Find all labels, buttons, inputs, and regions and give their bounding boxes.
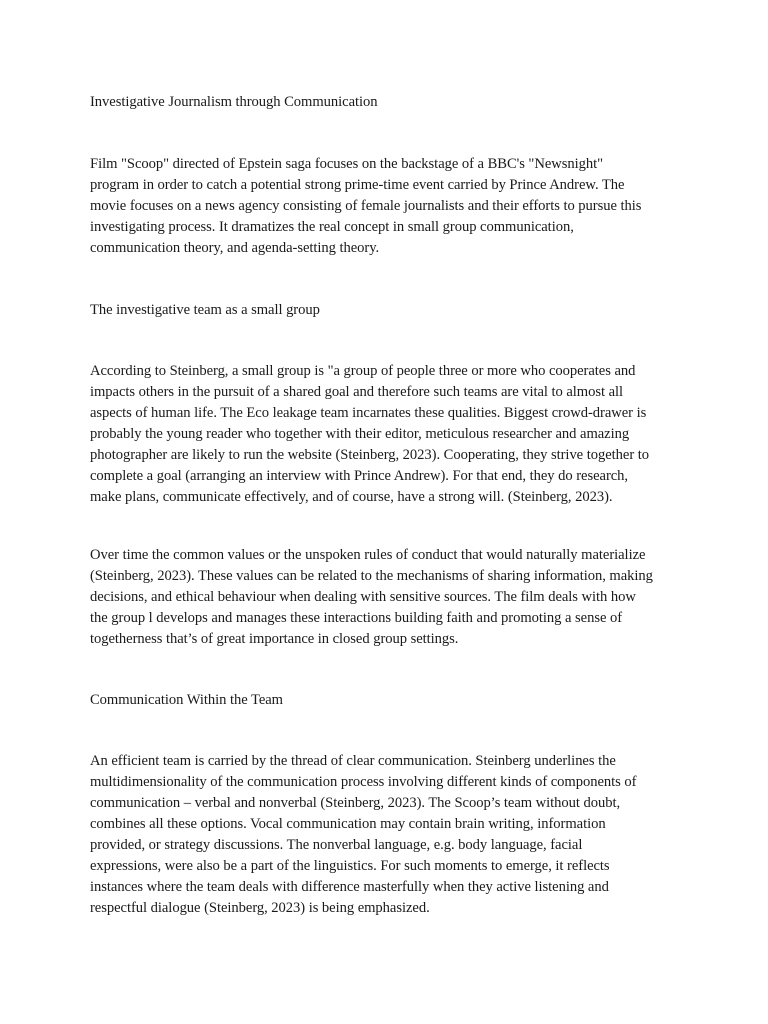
- section-heading-communication: Communication Within the Team: [90, 692, 283, 708]
- paragraph-line: make plans, communicate effectively, and of course, have a strong will. (Steinberg, 2023).: [90, 489, 613, 505]
- section-heading-small-group: The investigative team as a small group: [90, 302, 320, 318]
- paragraph-line: instances where the team deals with difference masterfully when they active listening and: [90, 879, 609, 895]
- paragraph-line: complete a goal (arranging an interview with Prince Andrew). For that end, they do research,: [90, 468, 629, 484]
- paragraph-line: (Steinberg, 2023). These values can be related to the mechanisms of sharing information, making: [90, 568, 653, 584]
- paragraph-line: Over time the common values or the unspoken rules of conduct that would naturally materialize: [90, 547, 646, 563]
- paragraph-line: expressions, were also be a part of the linguistics. For such moments to emerge, it reflects: [90, 858, 610, 874]
- paragraph-line: program in order to catch a potential strong prime-time event carried by Prince Andrew. The: [90, 177, 625, 193]
- paragraph-line: provided, or strategy discussions. The nonverbal language, e.g. body language, facial: [90, 837, 583, 853]
- paragraph-line: multidimensionality of the communication process involving different kinds of components of: [90, 774, 637, 790]
- paragraph-line: impacts others in the pursuit of a shared goal and therefore such teams are vital to almost all: [90, 384, 624, 400]
- paragraph-line: togetherness that’s of great importance in closed group settings.: [90, 631, 459, 647]
- paragraph-line: Film "Scoop" directed of Epstein saga focuses on the backstage of a BBC's "Newsnight": [90, 156, 604, 172]
- paragraph-line: communication theory, and agenda-setting theory.: [90, 240, 380, 256]
- paragraph-line: the group l develops and manages these interactions building faith and promoting a sense of: [90, 610, 623, 626]
- paragraph-line: aspects of human life. The Eco leakage team incarnates these qualities. Biggest crowd-drawer is: [90, 405, 647, 421]
- paragraph-line: probably the young reader who together with their editor, meticulous researcher and amazing: [90, 426, 630, 442]
- paragraph-line: combines all these options. Vocal communication may contain brain writing, information: [90, 816, 606, 832]
- paragraph-line: investigating process. It dramatizes the real concept in small group communication,: [90, 219, 574, 235]
- document-title: Investigative Journalism through Communication: [90, 94, 378, 110]
- paragraph-line: photographer are likely to run the website (Steinberg, 2023). Cooperating, they strive together to: [90, 447, 649, 463]
- paragraph-line: communication – verbal and nonverbal (Steinberg, 2023). The Scoop’s team without doubt,: [90, 795, 621, 811]
- paragraph-line: decisions, and ethical behaviour when dealing with sensitive sources. The film deals with how: [90, 589, 636, 605]
- paragraph-line: According to Steinberg, a small group is "a group of people three or more who cooperates and: [90, 363, 636, 379]
- paragraph-line: An efficient team is carried by the thread of clear communication. Steinberg underlines the: [90, 753, 616, 769]
- paragraph-line: respectful dialogue (Steinberg, 2023) is being emphasized.: [90, 900, 430, 916]
- paragraph-line: movie focuses on a news agency consisting of female journalists and their efforts to pursue this: [90, 198, 642, 214]
